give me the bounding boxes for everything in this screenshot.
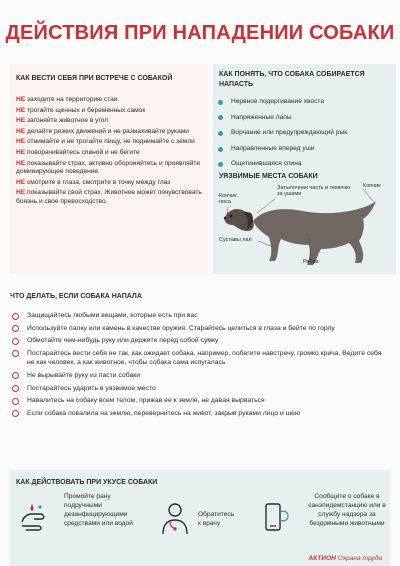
ne-prefix: НЕ <box>16 138 26 146</box>
list-item <box>16 117 204 126</box>
ne-prefix: НЕ <box>16 106 26 114</box>
bullet-ring-icon <box>12 410 19 417</box>
ne-prefix: НЕ <box>16 127 26 135</box>
behavior-list <box>16 96 204 209</box>
hand-wash-icon <box>18 500 48 536</box>
logo-brand: АКТИОН <box>308 555 336 562</box>
list-item <box>10 371 390 381</box>
signs-heading: КАК ПОНЯТЬ, ЧТО СОБАКА СОБИРАЕТСЯ НАПАСТЬ <box>219 71 365 88</box>
list-item <box>16 189 204 206</box>
doctor-icon <box>160 500 190 536</box>
signs-panel <box>213 64 396 274</box>
bullet-dot-icon <box>218 162 223 167</box>
ne-prefix: НЕ <box>16 96 26 103</box>
list-item <box>10 409 390 419</box>
item-text: Нервное подергивание хвоста <box>231 98 324 105</box>
bullet-ring-icon <box>12 398 19 405</box>
nose-label: Кончик носа <box>219 193 237 206</box>
phone-report-icon <box>260 500 290 536</box>
attack-section <box>10 292 390 421</box>
logo-text: Охрана труда <box>337 555 382 562</box>
bullet-ring-icon <box>12 325 19 332</box>
bullet-dot-icon <box>218 115 223 120</box>
item-text: Навалитесь на собаку всем телом, прижав ее к земле, не давая вырваться <box>27 397 265 405</box>
bullet-ring-icon <box>12 350 19 357</box>
bite-step-2: Обратитесь к врачу <box>198 511 235 527</box>
item-text: Используйте палку или камень в качестве оружия. Старайтесь целиться в глаза и бейте по горлу <box>27 324 335 332</box>
bite-panel <box>10 470 390 566</box>
item-text: заходите на территорию стаи <box>25 96 118 103</box>
list-item <box>16 179 204 188</box>
occiput-label: Затылочная часть и темечко за ушами <box>277 185 351 198</box>
signs-list <box>218 98 393 176</box>
list-item <box>16 138 204 147</box>
item-text: Постарайтесь вести себя не так, как ожидает собака, например, побегите навстречу, громко крича. Ведите себя не как человек, а как животное, чтобы собака сама испугалась <box>27 349 382 367</box>
list-item <box>16 96 204 105</box>
bullet-ring-icon <box>12 313 19 320</box>
list-item <box>16 107 204 116</box>
list-item <box>218 160 393 169</box>
bullet-ring-icon <box>12 372 19 379</box>
list-item <box>218 129 393 138</box>
bullet-dot-icon <box>218 131 223 136</box>
behavior-heading: КАК ВЕСТИ СЕБЯ ПРИ ВСТРЕЧЕ С СОБАКОЙ <box>16 75 173 82</box>
paws-label: Суставы лап <box>219 237 252 243</box>
item-text: смотрите в глаза, смотрите в точку между глаз <box>25 178 171 186</box>
item-text: трогайте щенных и беременных самок <box>25 106 146 114</box>
item-text: Направленные вперед уши <box>231 144 315 152</box>
list-item <box>10 324 390 334</box>
vulnerable-heading: УЯЗВИМЫЕ МЕСТА СОБАКИ <box>219 173 318 180</box>
ne-prefix: НЕ <box>16 117 26 125</box>
item-text: поворачивайтесь спиной и не бегите <box>25 148 140 156</box>
item-text: показывайте свой страх. Животное может почувствовать боязнь и свое превосходство <box>16 189 202 205</box>
item-text: отнимайте и не трогайте пищу, не поднимайте с земли <box>25 138 195 146</box>
item-text: загоняйте животное в угол <box>25 117 109 125</box>
list-item <box>16 160 204 177</box>
tail-label: Копчик <box>363 183 381 189</box>
list-item <box>10 349 390 368</box>
list-item <box>16 149 204 158</box>
list-item <box>218 114 393 123</box>
list-item <box>10 384 390 394</box>
item-text: Напряженные лапы <box>231 113 292 121</box>
list-item <box>218 145 393 154</box>
bite-step-3: Сообщите о собаке в санэпидемстанцию или в службу надзора за бездомными животными <box>308 493 386 527</box>
dog-illustration <box>213 169 396 274</box>
aktion-logo <box>308 555 382 562</box>
list-item <box>10 396 390 406</box>
item-text: Не вырывайте руку из пасти собаки <box>27 371 140 379</box>
list-item <box>218 98 393 107</box>
ribs-label: Ребра <box>303 259 319 265</box>
ne-prefix: НЕ <box>16 159 26 167</box>
bite-step-1: Промойте рану подручными дезинфицирующими средствами или водой <box>64 493 133 527</box>
item-text: Постарайтесь ударить в уязвимое место <box>27 384 156 392</box>
ne-prefix: НЕ <box>16 189 26 197</box>
item-text: Ворчание или предупреждающий рык <box>231 129 348 137</box>
bullet-dot-icon <box>218 147 223 152</box>
item-text: делайте резких движений и не размахивайте руками <box>25 127 189 135</box>
item-text: показывайте страх, активно обороняйтесь и проявляйте доминирующее поведение <box>16 159 201 176</box>
bite-heading: КАК ДЕЙСТВОВАТЬ ПРИ УКУСЕ СОБАКИ <box>16 479 158 486</box>
page-title: ДЕЙСТВИЯ ПРИ НАПАДЕНИИ СОБАКИ <box>5 22 395 44</box>
attack-list <box>10 311 390 418</box>
bullet-ring-icon <box>12 338 19 345</box>
ne-prefix: НЕ <box>16 148 26 156</box>
list-item <box>10 336 390 346</box>
list-item <box>16 128 204 137</box>
item-text: Обмотайте чем-нибудь руку или держите перед собой сумку <box>27 337 219 345</box>
list-item <box>10 311 390 321</box>
behavior-panel <box>10 64 208 274</box>
bullet-ring-icon <box>12 385 19 392</box>
attack-heading: ЧТО ДЕЛАТЬ, ЕСЛИ СОБАКА НАПАЛА <box>10 293 142 300</box>
bullet-dot-icon <box>218 100 223 105</box>
item-text: Если собака повалила на землю, перевернитесь на живот, закрыв руками лицо и шею <box>27 409 301 417</box>
item-text: Ощетинившаяся спина <box>231 160 302 168</box>
item-text: Защищайтесь любыми вещами, которые есть при вас <box>27 312 198 319</box>
ne-prefix: НЕ <box>16 178 26 186</box>
